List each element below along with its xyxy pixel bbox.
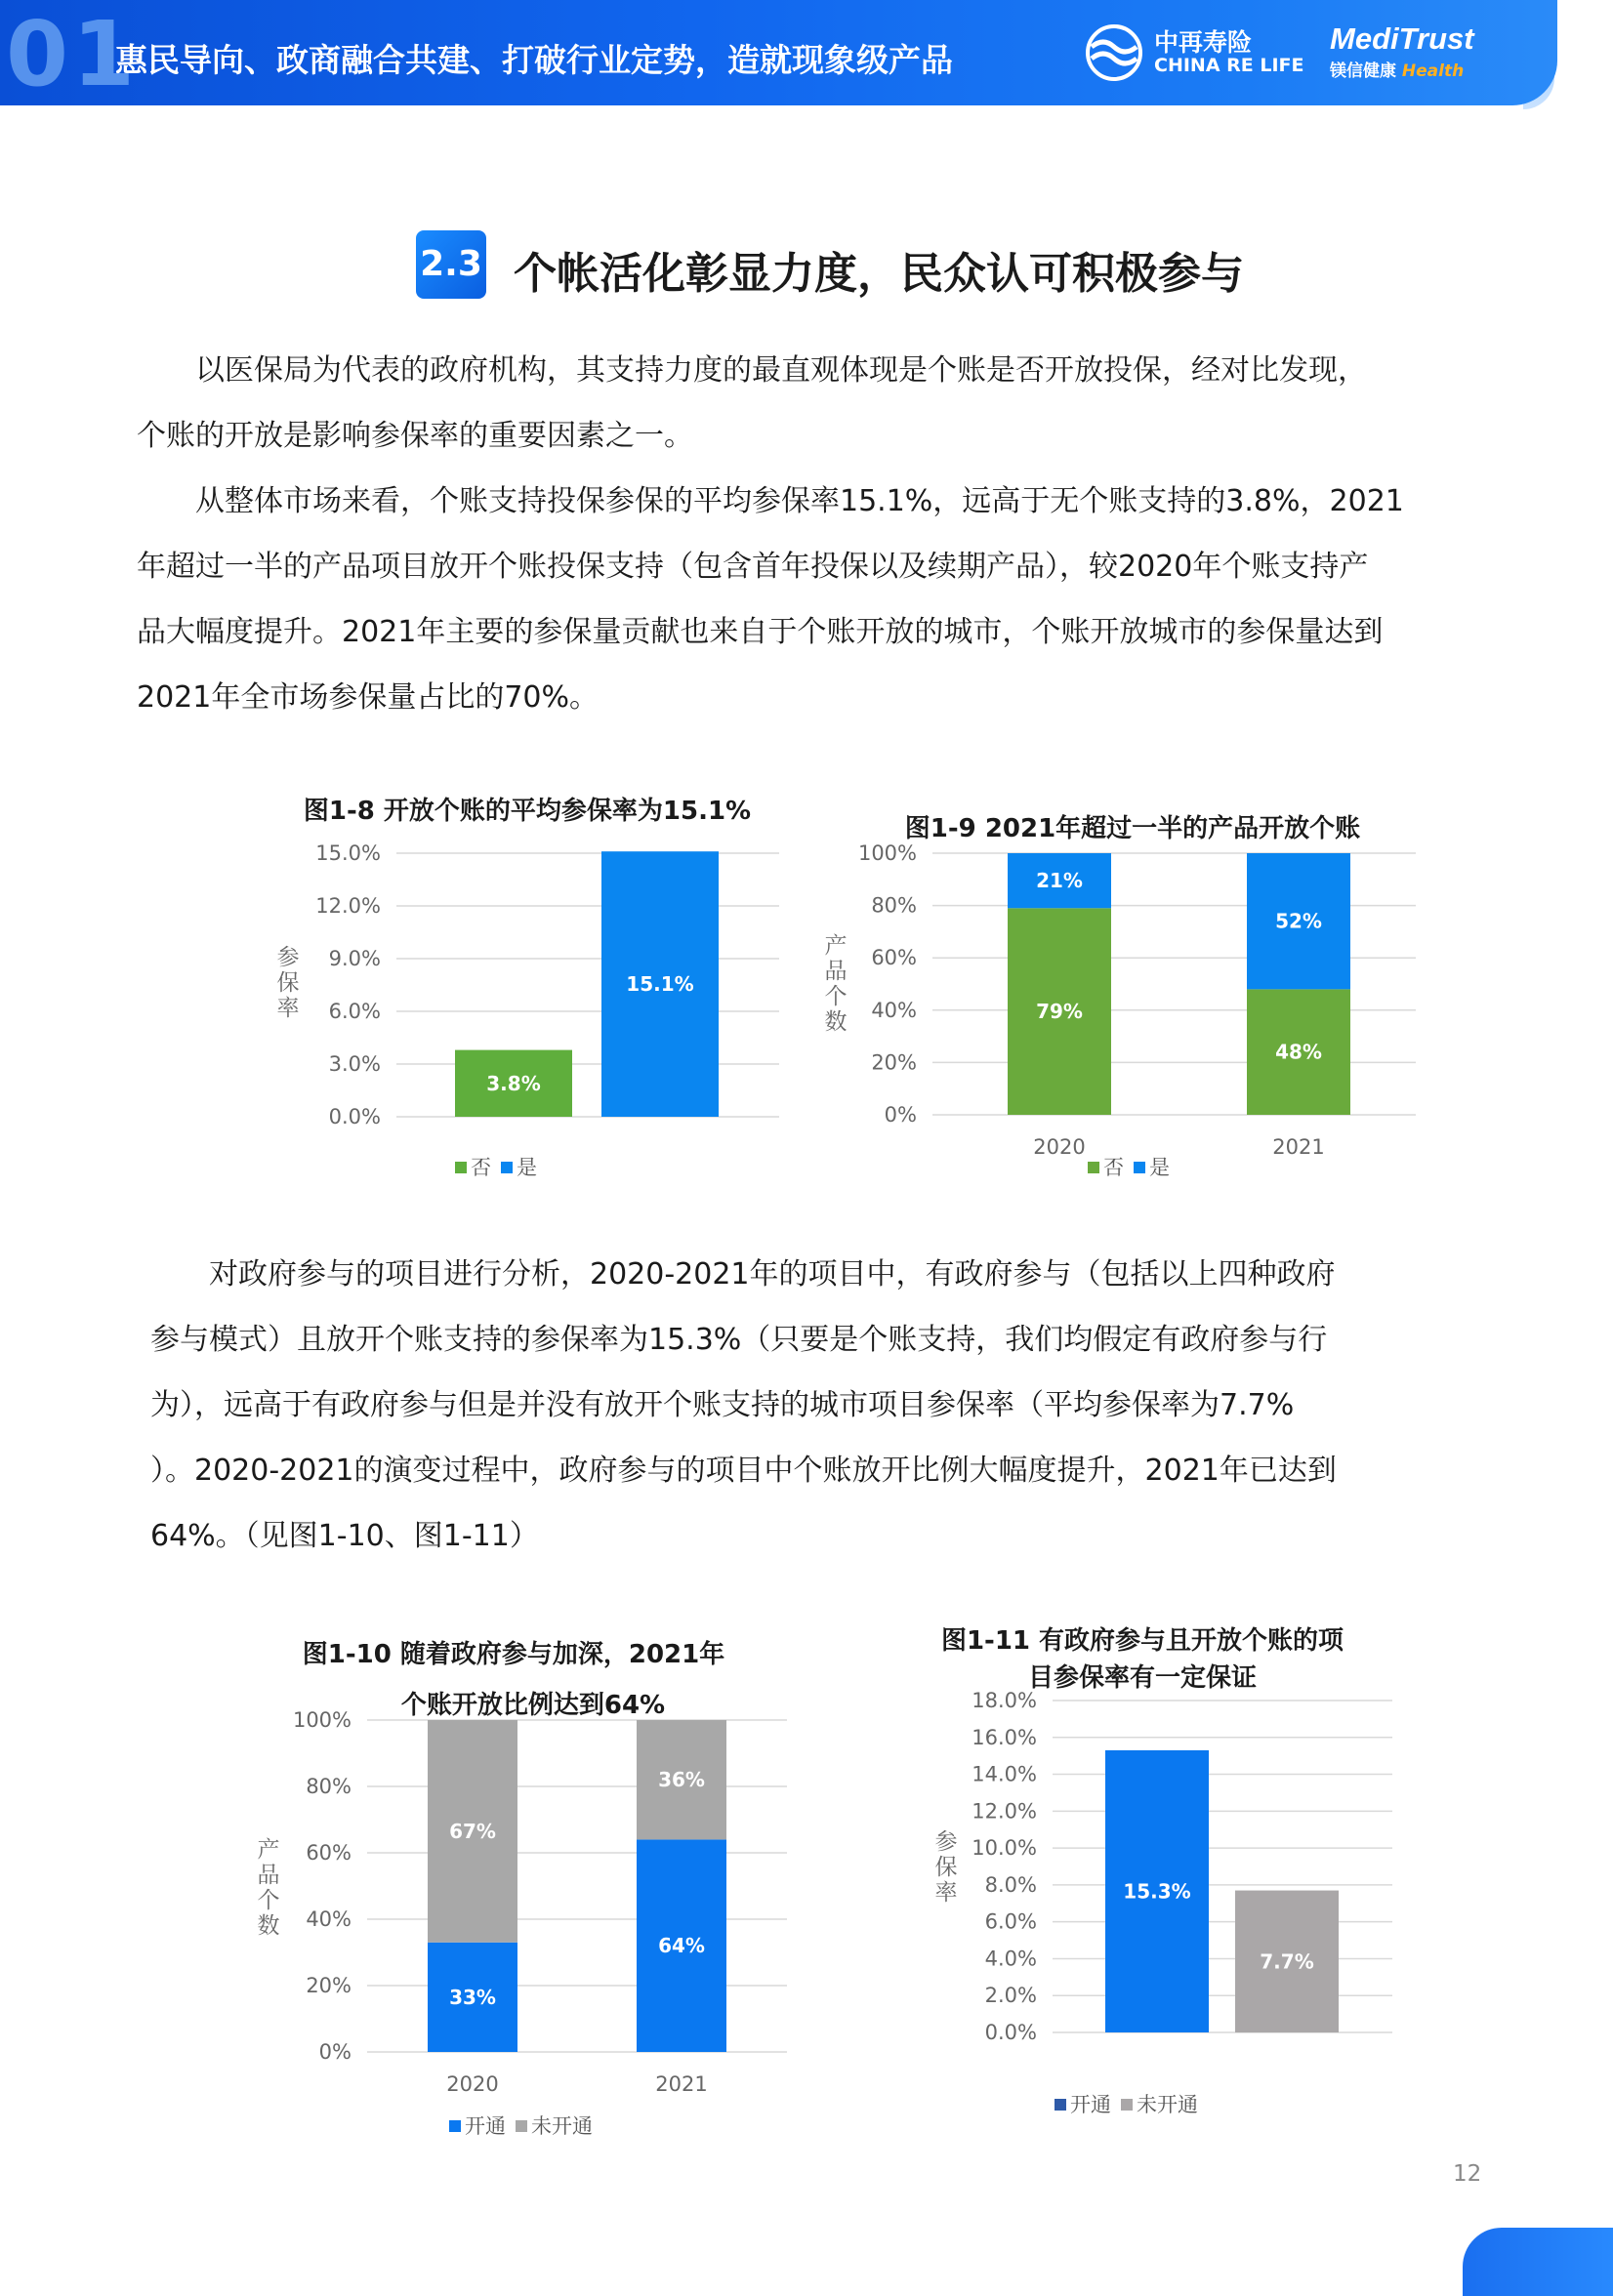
y-tick-label: 100% [292,1708,352,1732]
legend-item [449,2114,506,2138]
chart-y-axis-label: 产品个数 [824,933,848,1035]
y-tick-label: 80% [871,893,917,918]
chart-fig-1-11-plot [928,1611,1455,2138]
x-tick-label: 2021 [1272,1135,1325,1159]
meditrust-en-name [1330,21,1474,57]
legend-label: 开通 [1070,2093,1111,2116]
x-tick-label: 2021 [655,2072,708,2096]
paragraph-line: 从整体市场来看，个账支持投保参保的平均参保率15.1%，远高于无个账支持的3.8%，2021 [137,484,1404,518]
legend-swatch [1055,2099,1066,2111]
footer-corner-accent [1463,2228,1613,2296]
x-tick-label: 2020 [446,2072,499,2096]
paragraph-line: 对政府参与的项目进行分析，2020-2021年的项目中，有政府参与（包括以上四种政府 [150,1257,1336,1292]
chart-y-axis-label: 产品个数 [257,1837,280,1939]
china-re-wave-icon [1084,23,1144,82]
paragraph-line: 个账的开放是影响参保率的重要因素之一。 [137,419,693,453]
data-label: 15.1% [626,972,694,997]
meditrust-cn-text: 镁信健康 [1330,62,1396,81]
y-tick-label: 20% [306,1974,352,1997]
paragraph-1 [137,338,1367,469]
y-tick-label: 3.0% [328,1052,381,1076]
y-tick-label: 0.0% [984,2021,1037,2044]
legend-swatch [1134,1162,1145,1173]
legend-item [501,1156,537,1179]
legend-label: 是 [517,1156,537,1179]
legend-label: 是 [1149,1156,1170,1179]
chart-fig-1-11 [928,1611,1455,2138]
meditrust-logo [1330,21,1515,84]
y-tick-label: 6.0% [984,1909,1037,1934]
chart-fig-1-8 [264,781,810,1191]
legend-label: 未开通 [531,2114,593,2138]
legend-item [1088,1156,1124,1179]
paragraph-line: 以医保局为代表的政府机构，其支持力度的最直观体现是个账是否开放投保，经对比发现， [137,353,1367,388]
chart-legend [449,2111,602,2140]
page-header [0,0,1557,105]
section-badge: 2.3 [416,230,486,299]
paragraph-line: 为），远高于有政府参与但是并没有放开个账支持的城市项目参保率（平均参保率为7.7% [150,1388,1295,1422]
chart-y-axis-label: 参保率 [276,945,300,1021]
chart-legend [455,1152,547,1181]
y-tick-label: 40% [871,998,917,1022]
y-tick-label: 6.0% [328,1000,381,1023]
legend-swatch [516,2120,527,2132]
y-tick-label: 20% [871,1050,917,1075]
page-number: 12 [1453,2161,1482,2187]
data-label: 48% [1275,1040,1322,1064]
data-label: 52% [1275,909,1322,933]
y-tick-label: 10.0% [972,1836,1037,1861]
paragraph-line: 参与模式）且放开个账支持的参保率为15.3%（只要是个账支持，我们均假定有政府参与行 [150,1323,1328,1357]
meditrust-health-text: Health [1401,62,1465,81]
legend-item [516,2114,593,2138]
y-tick-label: 15.0% [315,841,381,865]
legend-swatch [1121,2099,1133,2111]
paragraph-3 [150,1242,1337,1569]
y-tick-label: 9.0% [328,947,381,970]
y-tick-label: 14.0% [972,1762,1037,1786]
legend-item [1055,2093,1111,2116]
china-re-life-logo [1084,21,1318,84]
paragraph-line: 品大幅度提升。2021年主要的参保量贡献也来自于个账开放的城市，个账开放城市的参保量达到 [137,615,1384,649]
data-label: 3.8% [486,1071,541,1095]
legend-label: 否 [1103,1156,1124,1179]
y-tick-label: 18.0% [972,1689,1037,1712]
data-label: 7.7% [1260,1949,1314,1974]
y-tick-label: 0.0% [328,1105,381,1128]
legend-swatch [449,2120,461,2132]
y-tick-label: 16.0% [972,1725,1037,1749]
legend-label: 开通 [465,2114,506,2138]
chart-y-axis-label: 参保率 [934,1829,958,1906]
y-tick-label: 80% [306,1775,352,1798]
chart-fig-1-9-plot [820,781,1445,1191]
data-label: 21% [1036,869,1083,893]
header-title: 惠民导向、政商融合共建、打破行业定势，造就现象级产品 [115,41,953,79]
chart-fig-1-10 [250,1620,855,2148]
legend-item [1134,1156,1170,1179]
section-number: 01 [6,2,140,106]
data-label: 64% [658,1934,705,1958]
chart-fig-1-10-plot [250,1620,855,2148]
paragraph-line: 2021年全市场参保量占比的70%。 [137,680,600,715]
chart-title-line-2: 个账开放比例达到64% [400,1691,666,1720]
y-tick-label: 40% [306,1907,352,1931]
meditrust-cn-name [1330,57,1464,81]
y-tick-label: 12.0% [972,1799,1037,1824]
data-label: 79% [1036,1000,1083,1024]
china-re-cn-name: 中再寿险 [1154,28,1253,57]
legend-item [1121,2093,1198,2116]
paragraph-line: 64%。（见图1-10、图1-11） [150,1519,539,1553]
y-tick-label: 60% [871,946,917,970]
meditrust-en-part-a: Medi [1330,21,1399,56]
meditrust-en-part-b: Trust [1398,21,1474,56]
y-tick-label: 4.0% [984,1947,1037,1971]
paragraph-line: ）。2020-2021的演变过程中，政府参与的项目中个账放开比例大幅度提升，2021年已达到 [150,1454,1337,1488]
section-title: 个帐活化彰显力度，民众认可积极参与 [514,249,1244,299]
chart-fig-1-8-plot [264,781,810,1191]
legend-label: 未开通 [1137,2093,1198,2116]
china-re-en-name: CHINA RE LIFE [1154,55,1304,76]
legend-swatch [501,1162,513,1173]
chart-title: 图1-9 2021年超过一半的产品开放个账 [904,814,1361,843]
y-tick-label: 12.0% [315,894,381,918]
chart-title-line-1: 图1-11 有政府参与且开放个账的项 [940,1626,1344,1656]
legend-item [455,1156,491,1179]
y-tick-label: 100% [857,841,917,865]
chart-fig-1-9 [820,781,1445,1191]
y-tick-label: 8.0% [984,1872,1037,1897]
paragraph-2 [137,469,1404,730]
y-tick-label: 2.0% [984,1984,1037,2008]
chart-title-line-2: 目参保率有一定保证 [1027,1663,1257,1693]
legend-swatch [1088,1162,1099,1173]
y-tick-label: 0% [884,1103,917,1127]
data-label: 36% [658,1768,705,1792]
legend-swatch [455,1162,467,1173]
chart-legend [1088,1152,1179,1181]
legend-label: 否 [471,1156,491,1179]
chart-legend [1055,2089,1208,2118]
data-label: 33% [449,1985,496,2009]
y-tick-label: 60% [306,1841,352,1865]
data-label: 15.3% [1123,1879,1191,1904]
data-label: 67% [449,1819,496,1843]
chart-title-line-1: 图1-10 随着政府参与加深，2021年 [302,1640,725,1669]
chart-title: 图1-8 开放个账的平均参保率为15.1% [303,797,752,826]
paragraph-line: 年超过一半的产品项目放开个账投保支持（包含首年投保以及续期产品），较2020年个账支持产 [137,550,1369,584]
y-tick-label: 0% [318,2040,352,2064]
x-tick-label: 2020 [1033,1135,1086,1159]
